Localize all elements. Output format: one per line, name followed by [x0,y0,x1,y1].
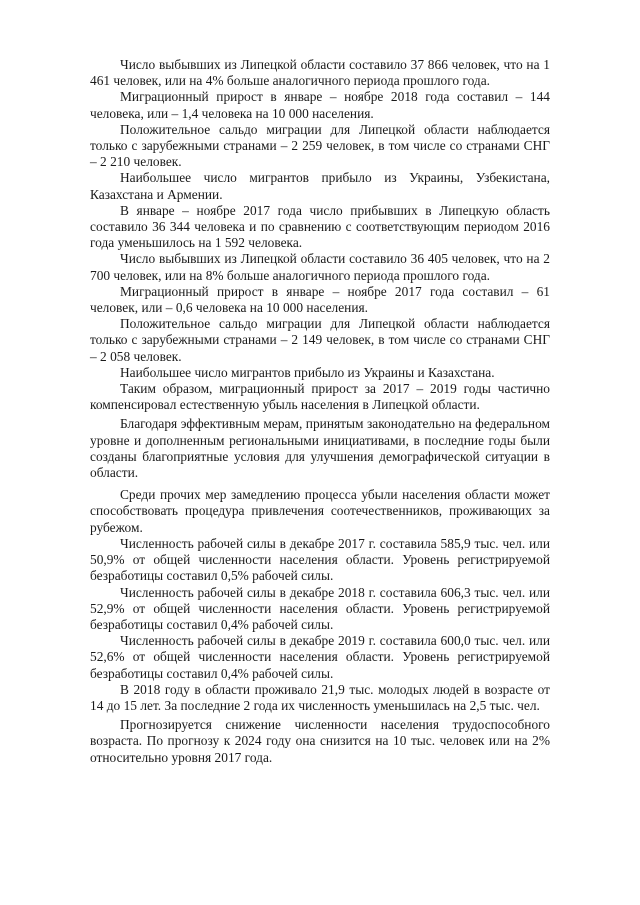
paragraph-migration-balance-2017: Положительное сальдо миграции для Липецкой области наблюдается только с зарубежными странами – 2 149 человек, в том числе со странами СНГ – 2 058 человек. [90,316,550,364]
paragraph-arrivals-2017: В январе – ноябре 2017 года число прибывших в Липецкую область составило 36 344 человека и по сравнению с соответствующим периодом 2016 года уменьшилось на 1 592 человека. [90,202,550,251]
paragraph-migrant-origins-2017: Наибольшее число мигрантов прибыло из Украины и Казахстана. [120,364,495,380]
paragraph-migration-balance-2018: Положительное сальдо миграции для Липецкой области наблюдается только с зарубежными странами – 2 259 человек, в том числе со странами СНГ – 2 210 человек. [90,121,550,170]
paragraph-migration-summary: Таким образом, миграционный прирост за 2017 – 2019 годы частично компенсировал естественную убыль населения в Липецкой области. [90,381,550,413]
paragraph-effective-measures: Благодаря эффективным мерам, принятым законодательно на федеральном уровне и дополненным региональными инициативами, в последние годы были созданы благоприятные условия для улучшения демографической ситуации в области. [90,416,550,481]
paragraph-labor-force-2018: Численность рабочей силы в декабре 2018 г. составила 606,3 тыс. чел. или 52,9% от общей численности населения области. Уровень регистрируемой безработицы составил 0,4% рабочей силы. [90,584,550,632]
paragraph-compatriots: Среди прочих мер замедлению процесса убыли населения области может способствовать процедура привлечения соотечественников, проживающих за рубежом. [90,487,550,535]
paragraph-youth: В 2018 году в области проживало 21,9 тыс. молодых людей в возрасте от 14 до 15 лет. За последние 2 года их численность уменьшилась на 2,5 тыс. чел. [90,681,550,713]
paragraph-labor-force-2017: Численность рабочей силы в декабре 2017 г. составила 585,9 тыс. чел. или 50,9% от общей численности населения области. Уровень регистрируемой безработицы составил 0,5% рабочей силы. [90,535,550,584]
paragraph-migration-growth-2017: Миграционный прирост в январе – ноябре 2017 года составил – 61 человек, или – 0,6 человека на 10 000 населения. [90,283,550,316]
document-page [90,57,550,766]
paragraph-emigrants-2017: Число выбывших из Липецкой области составило 36 405 человек, что на 2 700 человек, или на 8% больше аналогичного периода прошлого года. [90,251,550,283]
paragraph-working-age-forecast: Прогнозируется снижение численности населения трудоспособного возраста. По прогнозу к 2024 году она снизится на 10 тыс. человек или на 2% относительно уровня 2017 года. [90,717,550,765]
paragraph-emigrants-2018: Число выбывших из Липецкой области составило 37 866 человек, что на 1 461 человек, или на 4% больше аналогичного периода прошлого года. [90,57,550,89]
paragraph-migrant-origins-2018: Наибольшее число мигрантов прибыло из Украины, Узбекистана, Казахстана и Армении. [90,170,550,202]
paragraph-migration-growth-2018: Миграционный прирост в январе – ноябре 2018 года составил – 144 человека, или – 1,4 человека на 10 000 населения. [90,89,550,121]
paragraph-labor-force-2019: Численность рабочей силы в декабре 2019 г. составила 600,0 тыс. чел. или 52,6% от общей численности населения области. Уровень регистрируемой безработицы составил 0,4% рабочей силы. [90,633,550,681]
